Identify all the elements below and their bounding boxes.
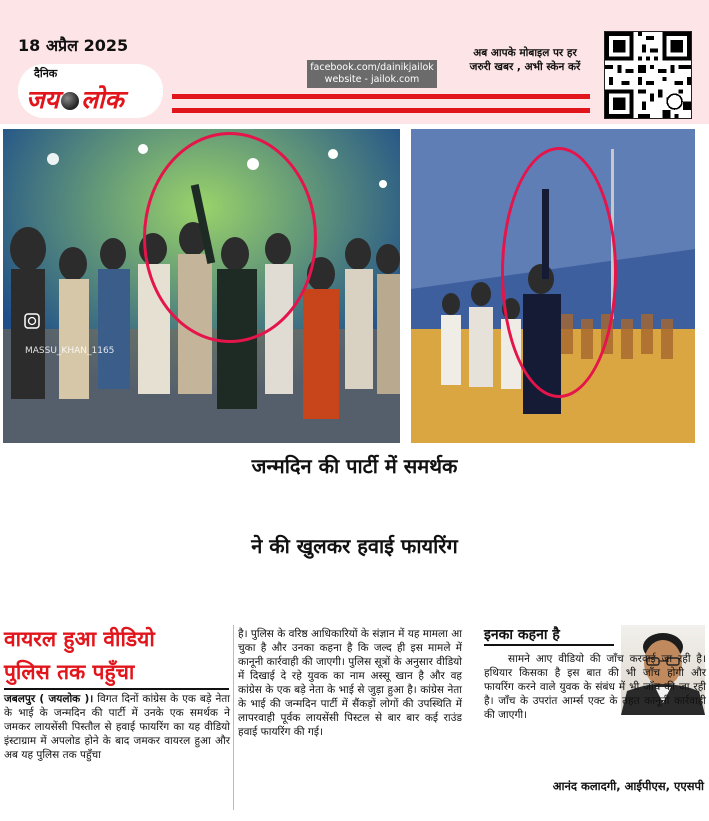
sidebar-signature: आनंद कलादगी, आईपीएस, एएसपी xyxy=(552,779,704,793)
masthead xyxy=(0,0,709,124)
newspaper-logo xyxy=(18,64,163,118)
social-links-box xyxy=(307,60,437,88)
globe-icon xyxy=(61,92,79,110)
dateline: जबलपुर ( जयलोक )। xyxy=(4,693,94,705)
subheadline-rule xyxy=(4,688,229,690)
sidebar-quote-text: सामने आए वीडियो की जाँच करवाई जा रही है। हथियार किसका है इस बात की भी जाँच होगी और फायरिंग करने वाले युवक के संबंध में भी जाँच की जा रही है। जाँच के उपरांत आर्म्स एक्ट के तहत कानूनी कार्रवाही की जाएगी। xyxy=(484,653,706,721)
headline-line2: ने की खुलकर हवाई फायरिंग xyxy=(251,534,458,558)
photo-watermark: MASSU_KHAN_1165 xyxy=(25,346,115,356)
subheadline-line2: पुलिस तक पहुँचा xyxy=(4,660,135,684)
divider-line xyxy=(172,108,590,113)
logo-right: लोक xyxy=(81,85,124,114)
divider-line xyxy=(172,94,590,99)
sidebar-title: इनका कहना है xyxy=(484,627,560,643)
party-photo-right xyxy=(411,129,695,443)
party-photo-left xyxy=(3,129,400,443)
sidebar-quote xyxy=(484,652,706,722)
mobile-promo xyxy=(455,46,595,74)
logo-small-text: दैनिक xyxy=(34,67,58,80)
qr-code-icon[interactable] xyxy=(604,31,692,119)
highlight-ring xyxy=(143,132,317,343)
highlight-ring xyxy=(501,147,617,398)
column-rule xyxy=(233,625,234,810)
website-link[interactable]: website - jailok.com xyxy=(324,74,420,85)
headline-line1: जन्मदिन की पार्टी में समर्थक xyxy=(251,454,458,478)
mobile-promo-line2: जरुरी खबर , अभी स्केन करें xyxy=(469,61,581,73)
logo-wordmark xyxy=(26,82,124,116)
facebook-link[interactable]: facebook.com/dainikjailok xyxy=(310,62,434,73)
issue-date: 18 अप्रैल 2025 xyxy=(18,36,129,55)
article-column-1 xyxy=(4,692,230,762)
article-column-2: है। पुलिस के वरिष्ठ आधिकारियों के संज्ञान में यह मामला आ चुका है और उनका कहना है कि जल्द ही इस मामले में कानूनी कार्रवाही की जाएगी। पुलिस सूत्रों के अनुसार वीडियो में दिखाई दे रहे युवक का नाम अस्सू खान है और वह कांग्रेस के एक बड़े नेता के भाई से जुड़ा हुआ है। कांग्रेस नेता के भाई की जन्मदिन पार्टी में सैंकड़ों लोगों की उपस्थिति में लापरवाही पूर्वक लायसेंसी पिस्टल से बार बार कई राउंड हवाई फायरिंग की गई। xyxy=(238,628,462,738)
mobile-promo-line1: अब आपके मोबाइल पर हर xyxy=(473,47,577,59)
article-column-1-text: विगत दिनों कांग्रेस के एक बड़े नेता के भाई के जन्मदिन की पार्टी में उनके एक समर्थक ने जमकर लायसेंसी पिस्तौल से हवाई फायरिंग का यह वीडियो इंस्टाग्राम में अपलोड होने के बाद जमकर वायरल हुआ और अब यह पुलिस तक पहुँचा xyxy=(4,693,230,761)
sidebar-rule xyxy=(484,644,614,646)
logo-left: जय xyxy=(26,85,60,114)
subheadline-line1: वायरल हुआ वीडियो xyxy=(4,627,155,651)
